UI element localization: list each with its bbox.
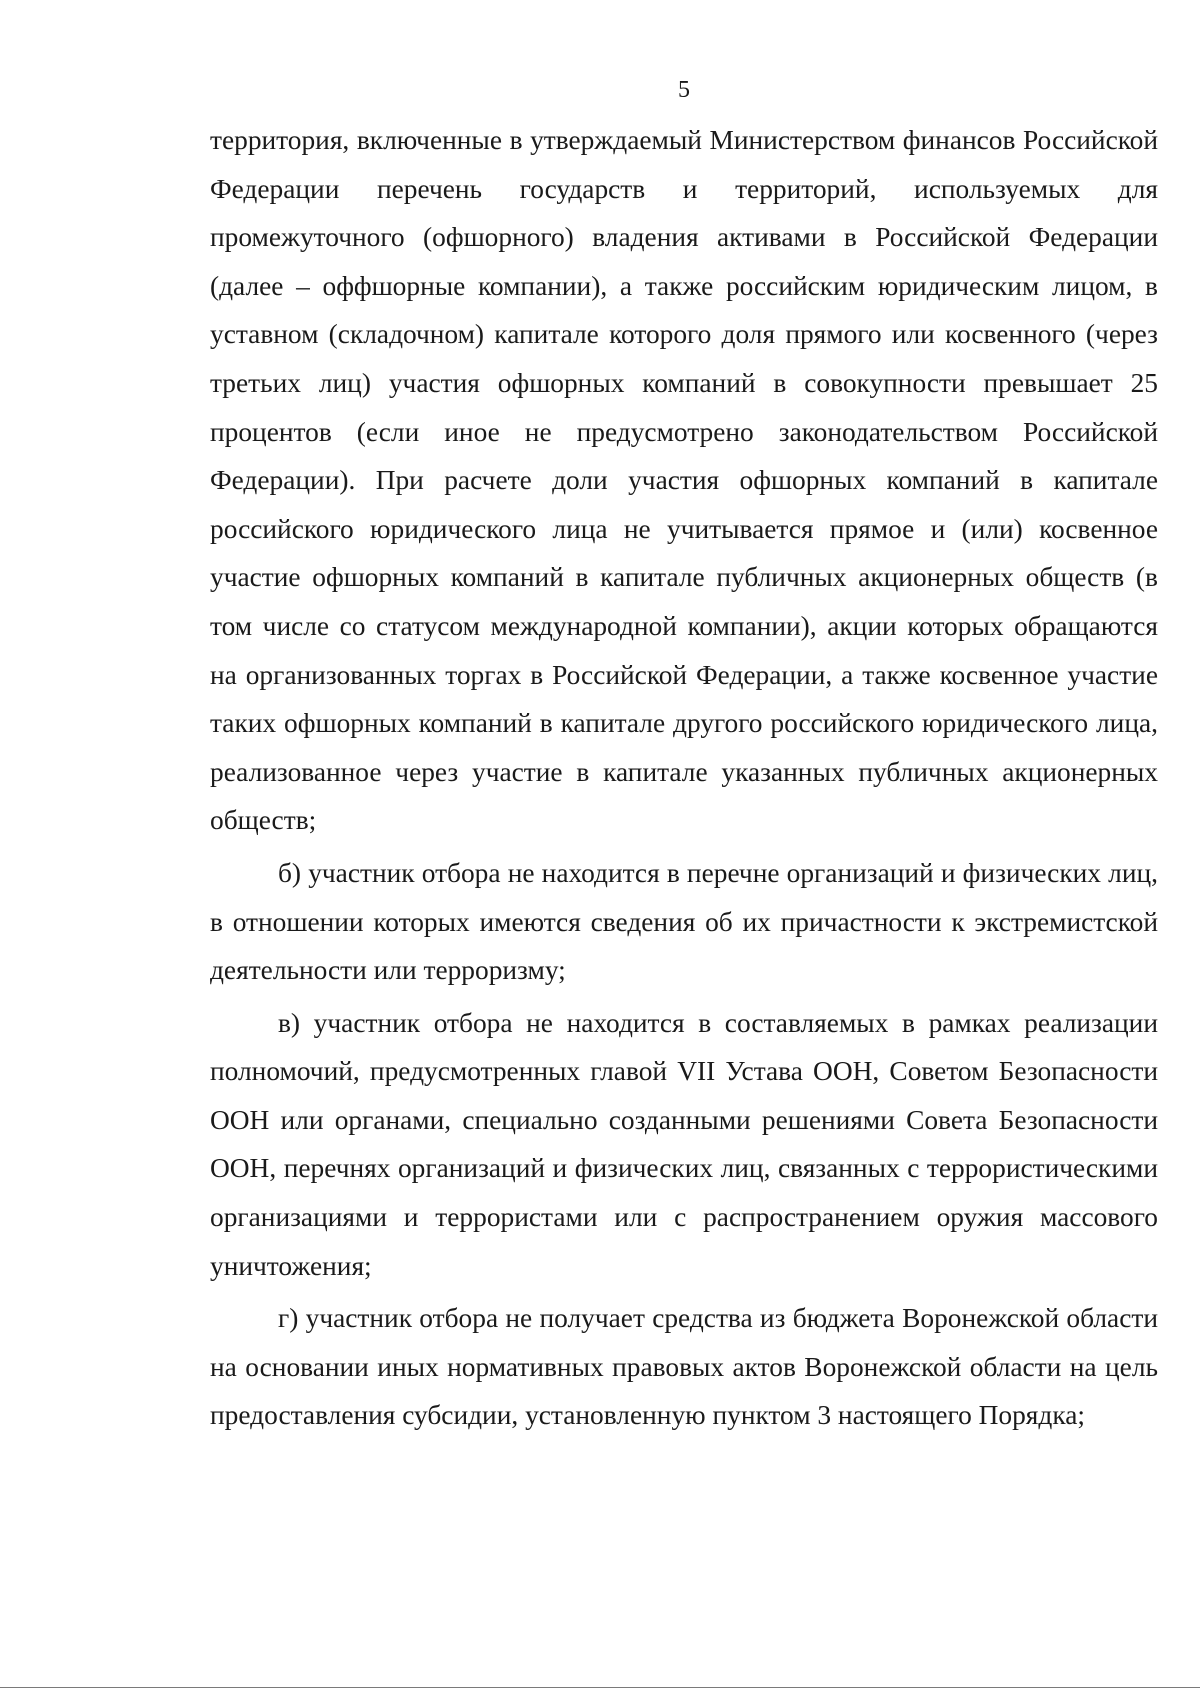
paragraph-item-b: б) участник отбора не находится в перечне организаций и физических лиц, в отношении которых имеются сведения об их причастности к экстремистской деятельности или терроризму;: [210, 857, 1158, 986]
paragraph-item-g: г) участник отбора не получает средства из бюджета Воронежской области на основании иных нормативных правовых актов Воронежской области на цель предоставления субсидии, установленную пунктом 3 настоящего Порядка;: [210, 1303, 1158, 1431]
paragraph-item-v: в) участник отбора не находится в составляемых в рамках реализации полномочий, предусмотренных главой VII Устава ООН, Советом Безопасности ООН или органами, специально созданными решениями Совета Безопасности ООН, перечнях организаций и физических лиц, связанных с террористическими организациями и террористами или с распространением оружия массового уничтожения;: [210, 1007, 1158, 1281]
document-body: [210, 116, 1158, 1440]
page-number: 5: [678, 77, 690, 103]
paragraph-continuation: территория, включенные в утверждаемый Министерством финансов Российской Федерации перечень государств и территорий, используемых для промежуточного (офшорного) владения активами в Российской Федерации (далее – оффшорные компании), а также российским юридическим лицом, в уставном (складочном) капитале которого доля прямого или косвенного (через третьих лиц) участия офшорных компаний в совокупности превышает 25 процентов (если иное не предусмотрено законодательством Российской Федерации). При расчете доли участия офшорных компаний в капитале российского юридического лица не учитывается прямое и (или) косвенное участие офшорных компаний в капитале публичных акционерных обществ (в том числе со статусом международной компании), акции которых обращаются на организованных торгах в Российской Федерации, а также косвенное участие таких офшорных компаний в капитале другого российского юридического лица, реализованное через участие в капитале указанных публичных акционерных обществ;: [210, 125, 1158, 836]
scan-bottom-edge: [0, 1687, 1200, 1688]
